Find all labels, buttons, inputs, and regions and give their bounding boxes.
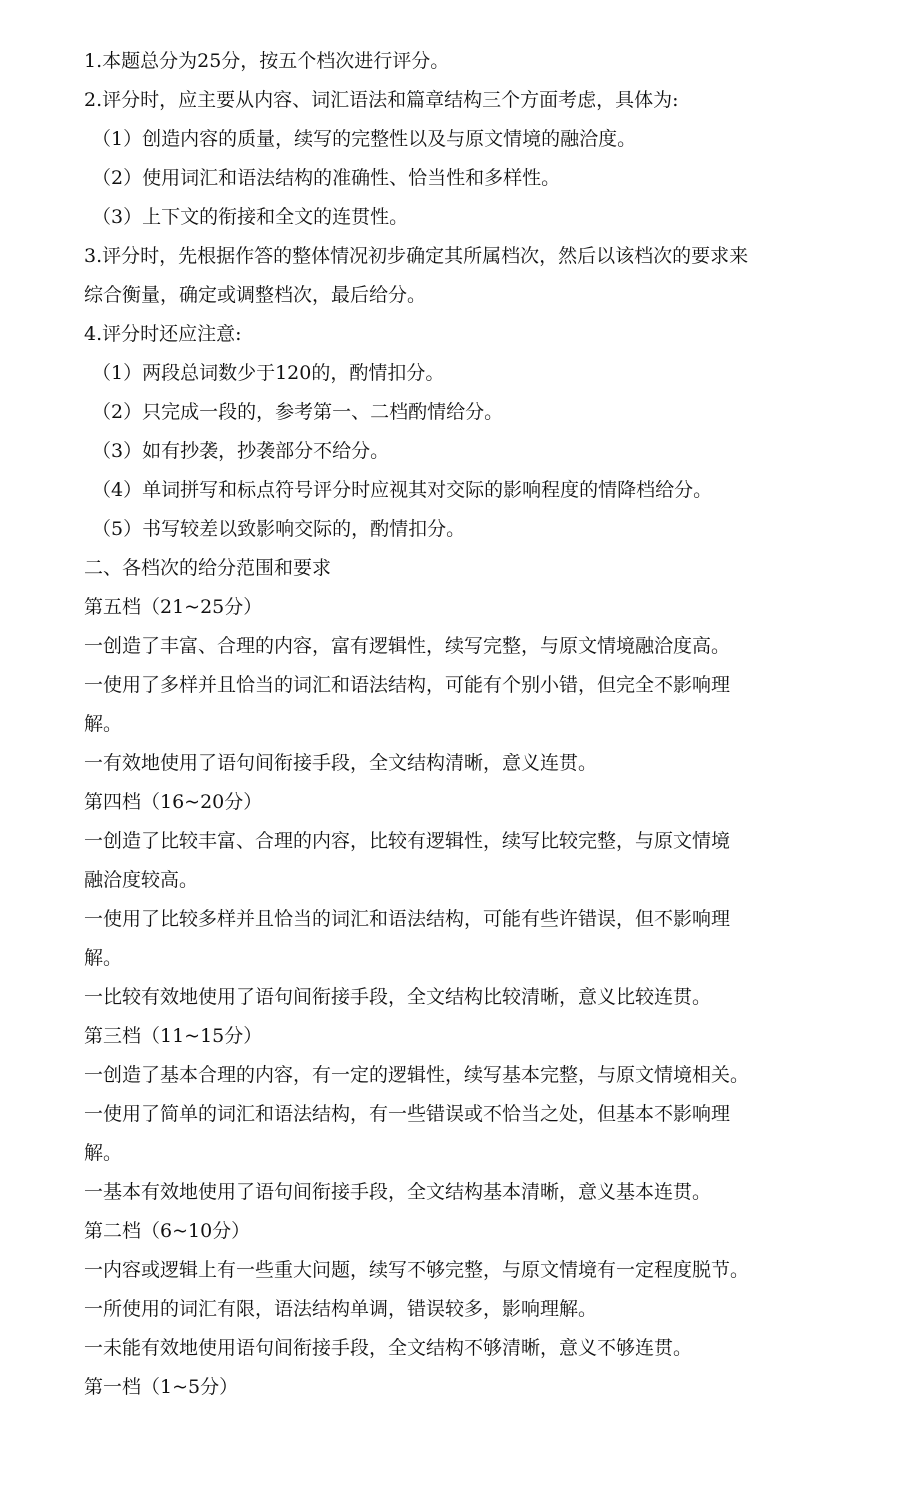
text-line: （1）创造内容的质量，续写的完整性以及与原文情境的融洽度。 bbox=[92, 128, 637, 150]
text-line: 一基本有效地使用了语句间衔接手段，全文结构基本清晰，意义基本连贯。 bbox=[84, 1181, 712, 1203]
text-line: 解。 bbox=[84, 713, 123, 735]
text-line: 一内容或逻辑上有一些重大问题，续写不够完整，与原文情境有一定程度脱节。 bbox=[84, 1259, 750, 1281]
text-line: 一创造了基本合理的内容，有一定的逻辑性，续写基本完整，与原文情境相关。 bbox=[84, 1064, 750, 1086]
text-line: 一使用了比较多样并且恰当的词汇和语法结构，可能有些许错误，但不影响理 bbox=[84, 908, 731, 930]
text-line: 一比较有效地使用了语句间衔接手段，全文结构比较清晰，意义比较连贯。 bbox=[84, 986, 712, 1008]
text-line: 第三档（11~15分） bbox=[84, 1025, 263, 1047]
text-line: （5）书写较差以致影响交际的，酌情扣分。 bbox=[92, 518, 466, 540]
text-line: 3.评分时，先根据作答的整体情况初步确定其所属档次，然后以该档次的要求来 bbox=[84, 245, 749, 267]
text-line: （2）只完成一段的，参考第一、二档酌情给分。 bbox=[92, 401, 504, 423]
text-line: 第五档（21~25分） bbox=[84, 596, 263, 618]
text-line: 一所使用的词汇有限，语法结构单调，错误较多，影响理解。 bbox=[84, 1298, 598, 1320]
text-line: （3）上下文的衔接和全文的连贯性。 bbox=[92, 206, 409, 228]
text-line: 1.本题总分为25分，按五个档次进行评分。 bbox=[84, 50, 450, 72]
text-line: 2.评分时，应主要从内容、词汇语法和篇章结构三个方面考虑，具体为: bbox=[84, 89, 679, 111]
text-line: 一创造了比较丰富、合理的内容，比较有逻辑性，续写比较完整，与原文情境 bbox=[84, 830, 731, 852]
text-line: 一创造了丰富、合理的内容，富有逻辑性，续写完整，与原文情境融洽度高。 bbox=[84, 635, 731, 657]
text-line: （2）使用词汇和语法结构的准确性、恰当性和多样性。 bbox=[92, 167, 561, 189]
text-line: 一使用了简单的词汇和语法结构，有一些错误或不恰当之处，但基本不影响理 bbox=[84, 1103, 731, 1125]
text-line: 第二档（6~10分） bbox=[84, 1220, 251, 1242]
text-line: 一有效地使用了语句间衔接手段，全文结构清晰，意义连贯。 bbox=[84, 752, 598, 774]
document-body bbox=[84, 42, 824, 1407]
text-line: 二、各档次的给分范围和要求 bbox=[84, 557, 332, 579]
text-line: 融洽度较高。 bbox=[84, 869, 199, 891]
text-line: 解。 bbox=[84, 1142, 123, 1164]
text-line: （3）如有抄袭，抄袭部分不给分。 bbox=[92, 440, 390, 462]
text-line: 4.评分时还应注意: bbox=[84, 323, 242, 345]
text-line: 综合衡量，确定或调整档次，最后给分。 bbox=[84, 284, 427, 306]
text-line: （1）两段总词数少于120的，酌情扣分。 bbox=[92, 362, 445, 384]
text-line: 一使用了多样并且恰当的词汇和语法结构，可能有个别小错，但完全不影响理 bbox=[84, 674, 731, 696]
text-line: 第一档（1~5分） bbox=[84, 1376, 239, 1398]
text-line: 一未能有效地使用语句间衔接手段，全文结构不够清晰，意义不够连贯。 bbox=[84, 1337, 693, 1359]
text-line: 第四档（16~20分） bbox=[84, 791, 263, 813]
text-line: 解。 bbox=[84, 947, 123, 969]
text-line: （4）单词拼写和标点符号评分时应视其对交际的影响程度的情降档给分。 bbox=[92, 479, 713, 501]
